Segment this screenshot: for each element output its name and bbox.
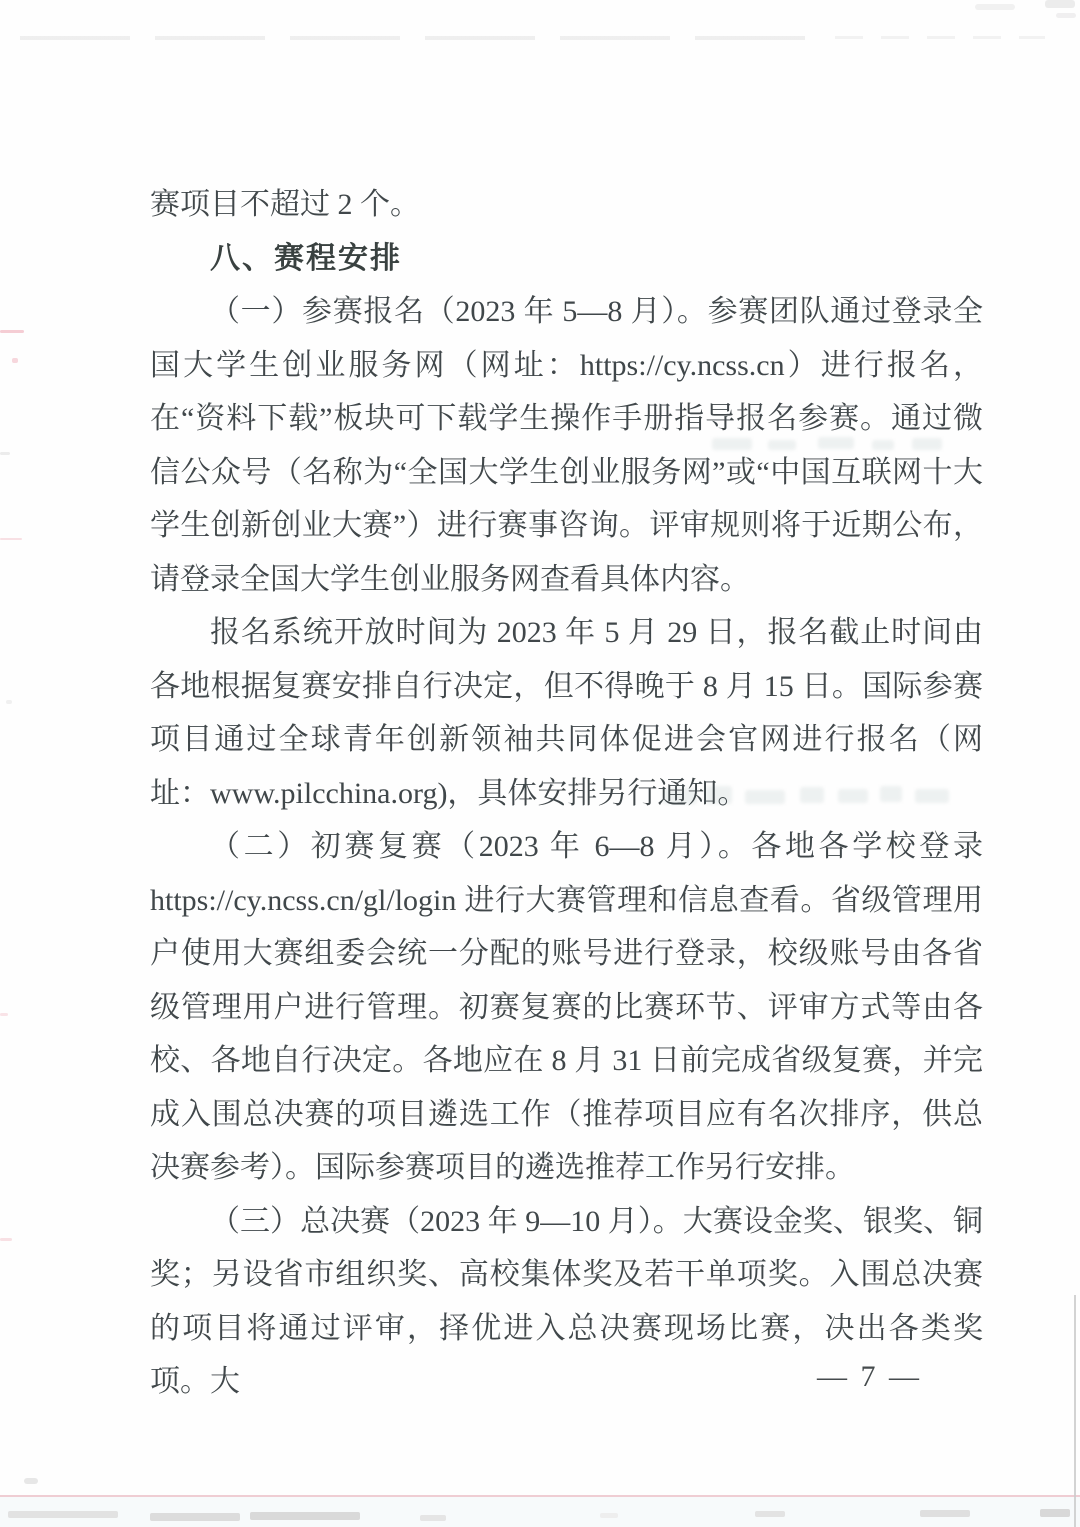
- scan-artifact-smudge: [755, 1511, 785, 1517]
- scan-artifact-pink-mark: [12, 358, 18, 363]
- continuation-line: 赛项目不超过 2 个。: [150, 188, 420, 221]
- paragraph-registration: （一）参赛报名（2023 年 5—8 月）。参赛团队通过登录全国大学生创业服务网（网址：https://cy.ncss.cn）进行报名，在“资料下载”板块可下载学生操作手册指导报名参赛。通过微信公众号（名称为“全国大学生创业服务网”或“中国互联网十大学生创新创业大赛”）进行赛事咨询。评审规则将于近期公布，请登录全国大学生创业服务网查看具体内容。: [150, 295, 983, 596]
- scan-artifact-right-edge-line: [1074, 1295, 1076, 1527]
- scan-artifact-smudge: [250, 1512, 360, 1520]
- paragraph-registration-time: 报名系统开放时间为 2023 年 5 月 29 日，报名截止时间由各地根据复赛安排自行决定，但不得晚于 8 月 15 日。国际参赛项目通过全球青年创新领袖共同体促进会官网进行报名（网址：www.pilcchina.org)，具体安排另行通知。: [150, 616, 983, 810]
- scan-artifact-smudge: [24, 1478, 38, 1484]
- scan-artifact-smudge: [0, 452, 10, 455]
- document-text: [150, 178, 983, 1409]
- scan-artifact-pink-mark: [0, 1013, 8, 1016]
- scan-artifact-smudge: [8, 1511, 118, 1518]
- paragraph-final: （三）总决赛（2023 年 9—10 月）。大赛设金奖、银奖、铜奖；另设省市组织奖、高校集体奖及若干单项奖。入围总决赛的项目将通过评审，择优进入总决赛现场比赛，决出各类奖项。大: [150, 1204, 983, 1398]
- section-heading: 八、赛程安排: [210, 241, 402, 275]
- scan-artifact-smudge: [420, 1515, 446, 1521]
- scan-artifact-pink-mark: [0, 330, 24, 333]
- scan-artifact-smudge: [150, 1513, 240, 1521]
- page-number: — 7 —: [817, 1360, 922, 1393]
- scan-artifact-smudge: [1040, 1509, 1070, 1517]
- paragraph-preliminary: （二）初赛复赛（2023 年 6—8 月）。各地各学校登录 https://cy.ncss.cn/gl/login 进行大赛管理和信息查看。省级管理用户使用大赛组委会统一分配的账号进行登录，校级账号由各省级管理用户进行管理。初赛复赛的比赛环节、评审方式等由各校、各地自行决定。各地应在 8 月 31 日前完成省级复赛，并完成入围总决赛的项目遴选工作（推荐项目应有名次排序，供总决赛参考）。国际参赛项目的遴选推荐工作另行安排。: [150, 830, 983, 1184]
- scan-artifact-smudge: [600, 1513, 618, 1518]
- scan-artifact-corner-smudge: [1056, 13, 1076, 18]
- scan-artifact-corner-smudge: [975, 4, 1015, 10]
- scan-artifact-top-dashed-line: [20, 36, 810, 40]
- scan-artifact-bottom-band: [0, 1497, 1080, 1527]
- scan-artifact-smudge: [6, 700, 12, 704]
- scan-artifact-smudge: [920, 1510, 970, 1517]
- scan-artifact-corner-smudge: [1045, 0, 1075, 8]
- scan-artifact-pink-mark: [0, 538, 22, 540]
- scan-artifact-pink-mark: [0, 1238, 12, 1241]
- scan-artifact-top-dashed-line-right: [835, 36, 1045, 39]
